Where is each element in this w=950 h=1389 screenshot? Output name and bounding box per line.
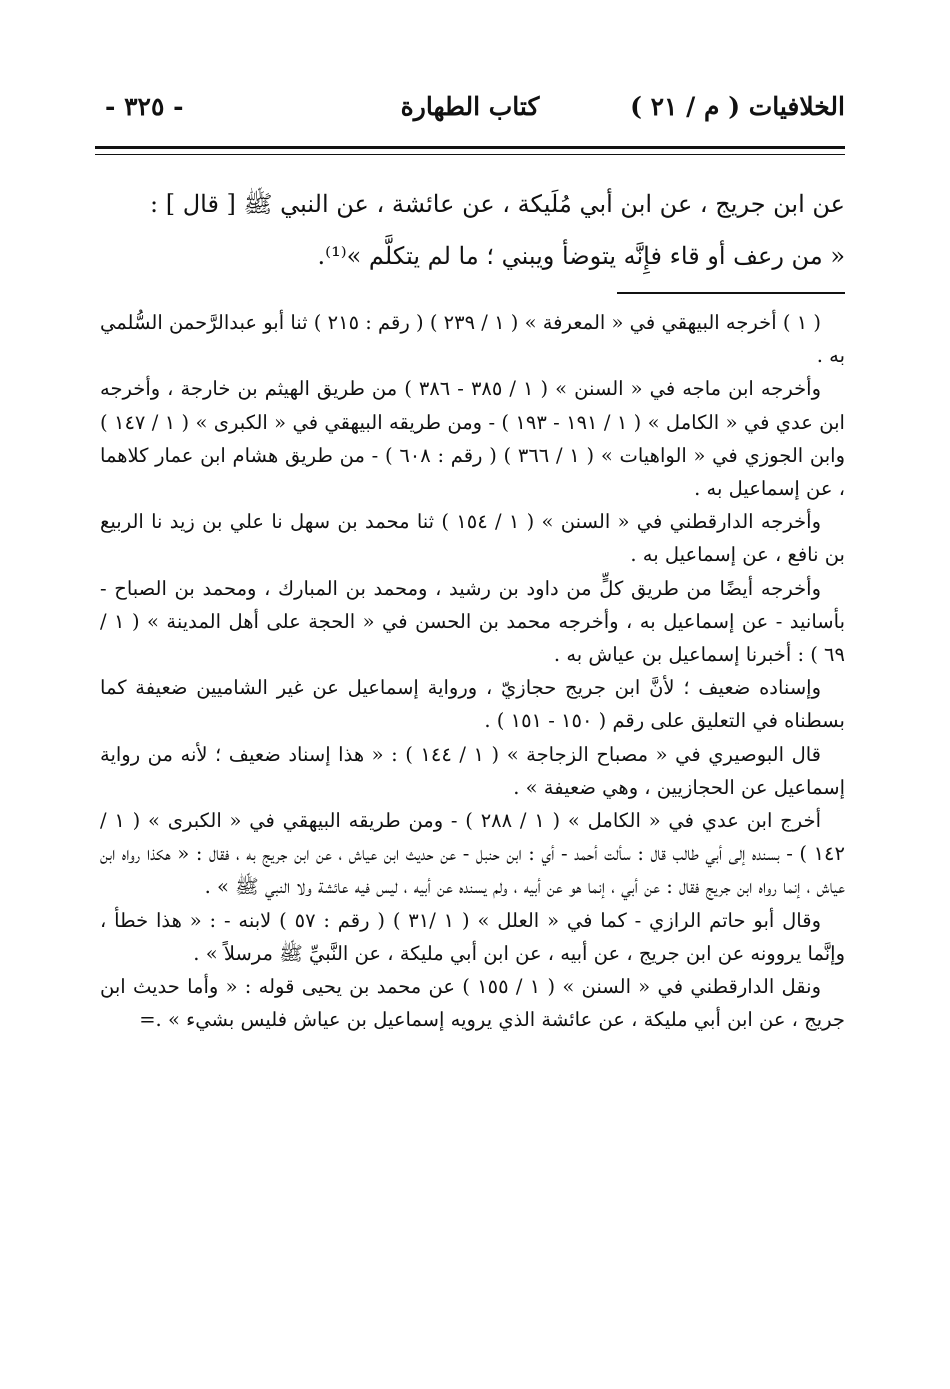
- footnote-paragraph: وأخرجه الدارقطني في « السنن » ( ١ / ١٥٤ ) ثنا محمد بن سهل نا علي بن زيد نا الربيع بن نافع ، عن إسماعيل به .: [100, 510, 845, 567]
- header-rule-thin: [95, 154, 845, 155]
- footnote-paragraph: قال البوصيري في « مصباح الزجاجة » ( ١ / ١٤٤ ) : « هذا إسناد ضعيف ؛ لأنه من رواية إسماعيل عن الحجازيين ، وهي ضعيفة » .: [100, 742, 845, 799]
- footnote-paragraph: ( ١ ) أخرجه البيهقي في « المعرفة » ( ١ / ٢٣٩ ) ( رقم : ٢١٥ ) ثنا أبو عبدالرَّحمن السُّلمي به .: [100, 311, 845, 368]
- page-header: [95, 92, 845, 132]
- section-title: كتاب الطهارة: [400, 92, 540, 121]
- footnote-paragraph: ونقل الدارقطني في « السنن » ( ١ / ١٥٥ ) عن محمد بن يحيى قوله : « وأما حديث ابن جريج ، عن ابن أبي مليكة ، عن عائشة الذي يرويه إسماعيل بن عياش فليس بشيء » .=: [100, 975, 845, 1032]
- main-text: [100, 178, 845, 282]
- header-rule-thick: [95, 146, 845, 149]
- main-text-line: عن ابن جريج ، عن ابن أبي مُلَيكة ، عن عائشة ، عن النبي ﷺ [ قال ] :: [149, 190, 845, 218]
- running-title: الخلافيات ( م / ٢١ ): [630, 92, 845, 121]
- footnote-paragraph: وقال أبو حاتم الرازي - كما في « العلل » ( ١ /٣١ ) ( رقم : ٥٧ ) لابنه - : « هذا خطأ ، وإنَّما يروونه عن ابن جريج ، عن أبيه ، عن ابن أبي مليكة ، عن النَّبيِّ ﷺ مرسلاً » .: [100, 908, 845, 965]
- footnote-paragraph: وأخرجه أيضًا من طريق كلٍّ من داود بن رشيد ، ومحمد بن المبارك ، ومحمد بن الصباح - بأسانيد - عن إسماعيل به ، وأخرجه محمد بن الحسن في « الحجة على أهل المدينة » ( ١ / ٦٩ ) : أخبرنا إسماعيل بن عياش به .: [100, 576, 845, 667]
- page-number: - ٣٢٥ -: [105, 92, 184, 121]
- footnotes: [100, 306, 845, 1036]
- footnote-paragraph: وإسناده ضعيف ؛ لأنَّ ابن جريج حجازيّ ، ورواية إسماعيل عن غير الشاميين ضعيفة كما بسطناه في التعليق على رقم ( ١٥٠ - ١٥١ ) .: [100, 676, 845, 733]
- main-text-line: « من رعف أو قاء فإِنَّه يتوضأ ويبني ؛ ما لم يتكلَّم »⁽¹⁾.: [317, 242, 845, 270]
- footnote-paragraph: أخرج ابن عدي في « الكامل » ( ١ / ٢٨٨ ) - ومن طريقه البيهقي في « الكبرى » ( ١ / ١٤٢ ) - بسنده إلى أبي طالب قال : سألت أحمد - أي : ابن حنبل - عن حديث ابن عياش ، عن ابن جريج به ، فقال : « هكذا رواه ابن عياش ، إنما رواه ابن جريج فقال : عن أبي ، إنما هو عن أبيه ، ولم يسنده عن أبيه ، ليس فيه عائشة ولا النبي ﷺ » .: [100, 809, 845, 899]
- footnote-paragraph: وأخرجه ابن ماجه في « السنن » ( ١ / ٣٨٥ - ٣٨٦ ) من طريق الهيثم بن خارجة ، وأخرجه ابن عدي في « الكامل » ( ١ / ١٩١ - ١٩٣ ) - ومن طريقه البيهقي في « الكبرى » ( ١ / ١٤٧ ) وابن الجوزي في « الواهيات » ( ١ / ٣٦٦ ) ( رقم : ٦٠٨ ) - من طريق هشام ابن عمار كلاهما ، عن إسماعيل به .: [100, 377, 846, 501]
- footnote-separator: [617, 292, 845, 294]
